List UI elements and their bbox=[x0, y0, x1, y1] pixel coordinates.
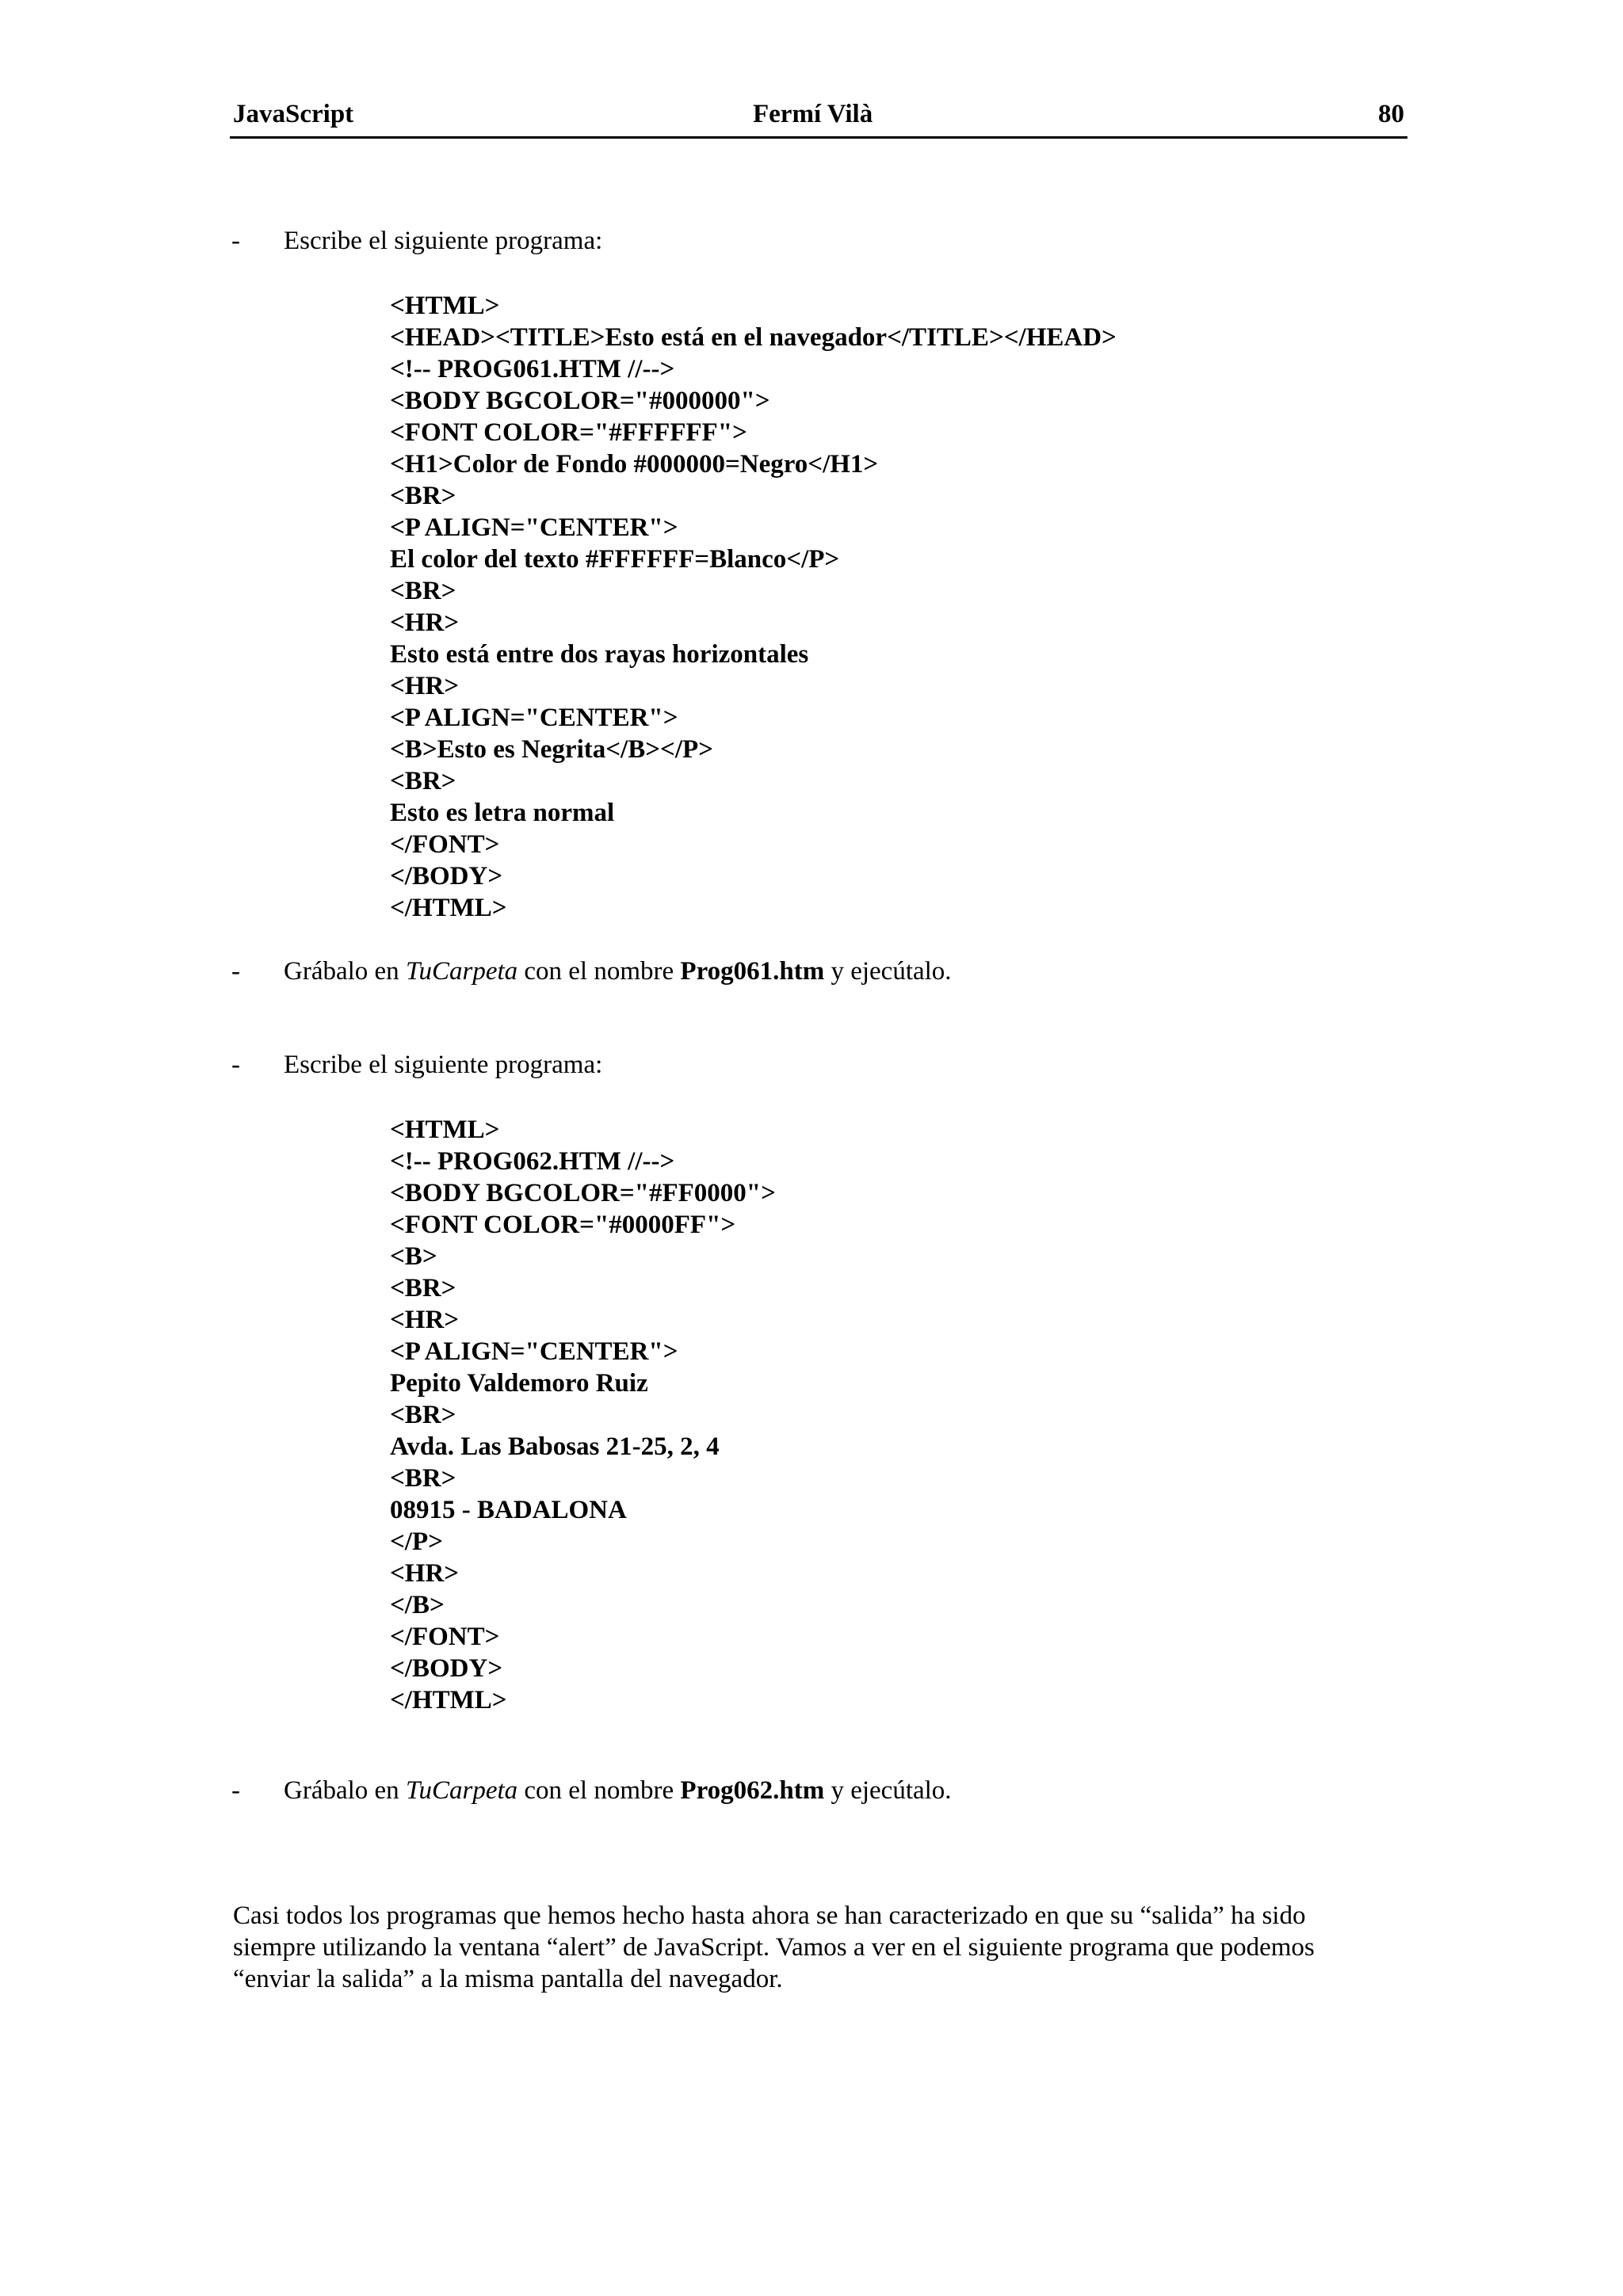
paragraph-line: “enviar la salida” a la misma pantalla del navegador. bbox=[233, 1965, 783, 1993]
code-line: Esto está entre dos rayas horizontales bbox=[390, 640, 809, 669]
code-listing-prog061 bbox=[390, 290, 1117, 924]
code-line: <P ALIGN="CENTER"> bbox=[390, 1337, 678, 1366]
code-line: <FONT COLOR="#FFFFFF"> bbox=[390, 418, 747, 447]
code-line: <!-- PROG062.HTM //--> bbox=[390, 1147, 675, 1176]
folder-name: TuCarpeta bbox=[405, 1776, 518, 1805]
code-line: <B> bbox=[390, 1242, 437, 1271]
instruction-text: Escribe el siguiente programa: bbox=[284, 227, 603, 255]
header-author: Fermí Vilà bbox=[753, 100, 873, 128]
code-line: <BR> bbox=[390, 767, 456, 795]
code-line: <HR> bbox=[390, 1559, 460, 1588]
code-line: <BODY BGCOLOR="#000000"> bbox=[390, 387, 770, 415]
code-line: <BODY BGCOLOR="#FF0000"> bbox=[390, 1179, 776, 1207]
instruction-text: Escribe el siguiente programa: bbox=[284, 1051, 603, 1079]
code-line: El color del texto #FFFFFF=Blanco</P> bbox=[390, 545, 840, 574]
bullet-dash: - bbox=[231, 957, 240, 986]
header-book-title: JavaScript bbox=[233, 100, 354, 128]
save-middle: con el nombre bbox=[517, 1776, 681, 1805]
code-line: </FONT> bbox=[390, 830, 500, 859]
code-line: </BODY> bbox=[390, 862, 503, 891]
folder-name: TuCarpeta bbox=[405, 957, 518, 986]
code-line: <P ALIGN="CENTER"> bbox=[390, 513, 678, 542]
page-header bbox=[230, 98, 1407, 139]
code-line: <BR> bbox=[390, 1464, 456, 1493]
code-line: <HR> bbox=[390, 608, 460, 637]
header-page-number: 80 bbox=[1378, 100, 1404, 128]
save-instruction-text bbox=[284, 955, 952, 987]
save-prefix: Grábalo en bbox=[284, 957, 406, 986]
save-suffix: y ejecútalo. bbox=[824, 957, 952, 986]
bullet-dash: - bbox=[231, 1776, 240, 1805]
code-listing-prog062 bbox=[390, 1114, 776, 1716]
code-line: </HTML> bbox=[390, 1686, 507, 1714]
save-instruction-text bbox=[284, 1775, 952, 1806]
code-line: <HTML> bbox=[390, 1116, 500, 1144]
bullet-dash: - bbox=[231, 227, 240, 255]
code-line: <P ALIGN="CENTER"> bbox=[390, 704, 678, 732]
code-line: </HTML> bbox=[390, 894, 507, 922]
code-line: <BR> bbox=[390, 1401, 456, 1429]
code-line: <FONT COLOR="#0000FF"> bbox=[390, 1211, 736, 1239]
code-line: </FONT> bbox=[390, 1623, 500, 1651]
code-line: <HEAD><TITLE>Esto está en el navegador</TITLE></HEAD> bbox=[390, 323, 1117, 352]
file-name: Prog062.htm bbox=[680, 1776, 825, 1805]
save-middle: con el nombre bbox=[517, 957, 681, 986]
code-line: <HTML> bbox=[390, 292, 500, 320]
code-line: </P> bbox=[390, 1527, 443, 1556]
bullet-dash: - bbox=[231, 1051, 240, 1079]
code-line: <H1>Color de Fondo #000000=Negro</H1> bbox=[390, 450, 879, 479]
save-suffix: y ejecútalo. bbox=[824, 1776, 952, 1805]
save-prefix: Grábalo en bbox=[284, 1776, 406, 1805]
paragraph-line: Casi todos los programas que hemos hecho hasta ahora se han caracterizado en que su “salida” ha sido bbox=[233, 1901, 1306, 1930]
code-line: <HR> bbox=[390, 1306, 460, 1334]
code-line: <HR> bbox=[390, 672, 460, 700]
closing-paragraph bbox=[233, 1900, 1406, 1995]
code-line: <BR> bbox=[390, 1274, 456, 1302]
code-line: Avda. Las Babosas 21-25, 2, 4 bbox=[390, 1432, 720, 1461]
code-line: <!-- PROG061.HTM //--> bbox=[390, 355, 675, 383]
code-line: <BR> bbox=[390, 482, 456, 510]
code-line: 08915 - BADALONA bbox=[390, 1496, 627, 1524]
code-line: Pepito Valdemoro Ruiz bbox=[390, 1369, 648, 1398]
code-line: <B>Esto es Negrita</B></P> bbox=[390, 735, 713, 764]
file-name: Prog061.htm bbox=[680, 957, 825, 986]
code-line: </BODY> bbox=[390, 1654, 503, 1683]
code-line: <BR> bbox=[390, 577, 456, 605]
code-line: Esto es letra normal bbox=[390, 799, 615, 827]
code-line: </B> bbox=[390, 1591, 445, 1619]
paragraph-line: siempre utilizando la ventana “alert” de JavaScript. Vamos a ver en el siguiente programa que podemos bbox=[233, 1933, 1315, 1962]
